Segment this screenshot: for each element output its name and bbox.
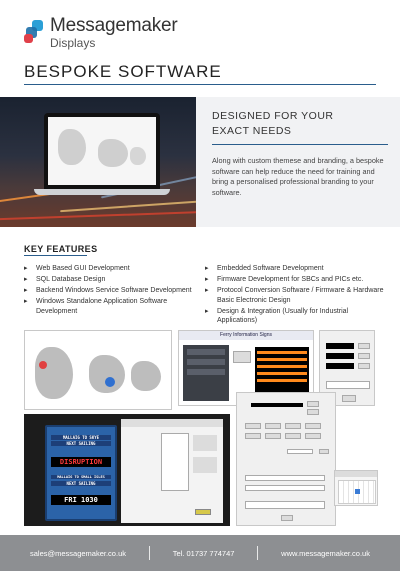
feature-item: ▸ Windows Standalone Application Software Development xyxy=(24,297,194,316)
feature-item: ▸ Backend Windows Service Software Development xyxy=(24,286,194,296)
logo-mark-icon xyxy=(24,20,44,44)
footer-separator xyxy=(257,546,258,560)
company-logo xyxy=(24,16,177,50)
contact-footer xyxy=(0,535,400,571)
screenshot-calendar xyxy=(334,470,378,506)
ferry-sign: MALLAIG TO SKYE NEXT SAILING DISRUPTION MALLAIG TO SMALL ISLES NEXT SAILING FRI 1030 xyxy=(45,425,117,521)
feature-item: ▸ SQL Database Design xyxy=(24,275,194,285)
pis-title: Ferry Information Signs xyxy=(179,331,313,340)
page-title: BESPOKE SOFTWARE xyxy=(24,62,222,81)
feature-item: ▸ Web Based GUI Development xyxy=(24,264,194,274)
feature-item: ▸ Embedded Software Development xyxy=(205,264,385,274)
hero-body-text: Along with custom themese and branding, a bespoke software can help reduce the need for training and bring a personalised professional branding to your software. xyxy=(212,156,384,197)
feature-item: ▸ Firmware Development for SBCs and PICs etc. xyxy=(205,275,385,285)
sign-editor-dialog xyxy=(121,419,223,523)
key-features-underline xyxy=(24,255,87,256)
key-features-title: KEY FEATURES xyxy=(24,244,98,254)
feature-item: ▸ Design & Integration (Usually for Industrial Applications) xyxy=(205,307,385,326)
footer-website[interactable]: www.messagemaker.co.uk xyxy=(281,548,370,558)
features-list-right xyxy=(205,264,385,327)
brand-subtitle: Displays xyxy=(50,36,96,50)
feature-item: ▸ Protocol Conversion Software / Firmware & Hardware Basic Electronic Design xyxy=(205,286,385,305)
hero-heading: DESIGNED FOR YOUR EXACT NEEDS xyxy=(212,109,388,145)
laptop-hero-image xyxy=(0,97,196,227)
screenshot-ferry-sign-preview xyxy=(24,414,230,526)
screenshot-map-software xyxy=(24,330,172,410)
footer-email[interactable]: sales@messagemaker.co.uk xyxy=(30,548,126,558)
hero-section xyxy=(0,97,400,227)
screenshot-display-settings xyxy=(236,392,336,526)
laptop-base xyxy=(34,189,170,195)
brand-name: Messagemaker xyxy=(50,15,178,36)
laptop-screen xyxy=(44,113,160,189)
footer-separator xyxy=(149,546,150,560)
features-list-left xyxy=(24,264,194,318)
footer-phone[interactable]: Tel. 01737 774747 xyxy=(172,548,235,558)
title-divider xyxy=(24,84,376,85)
